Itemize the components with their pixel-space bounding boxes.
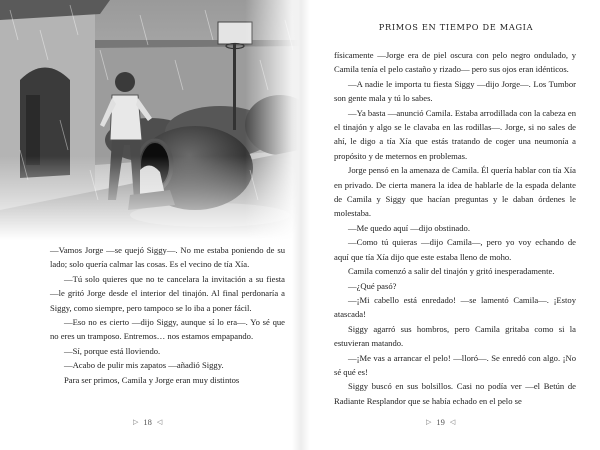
folio-ornament-icon: ▷ <box>133 418 139 426</box>
paragraph: —Eso no es cierto —dijo Siggy, aunque sí lo era—. Yo sé que no eres un tramposo. Entremos… nos estamos empapando. <box>50 317 285 342</box>
paragraph: físicamente —Jorge era de piel oscura con pelo negro ondulado, y Camila tenía el pelo castaño y rizado— pero sus ojos eran idénticos. <box>334 50 576 75</box>
paragraph: —¡Mi cabello está enredado! —se lamentó Camila—. ¡Estoy atascada! <box>334 294 576 320</box>
left-page-text <box>50 243 285 387</box>
paragraph: —Acabo de pulir mis zapatos —añadió Siggy. <box>64 360 224 371</box>
paragraph: Siggy buscó en sus bolsillos. Casi no podía ver —el Betún de Radiante Resplandor que se había echado en el pelo se <box>334 381 576 406</box>
folio-ornament-icon: ◁ <box>449 418 456 426</box>
rain-scene-illustration <box>0 0 299 240</box>
folio-ornament-icon: ▷ <box>426 418 432 426</box>
left-page <box>0 0 299 450</box>
paragraph: —Tú solo quieres que no te cancelara la invitación a su fiesta —le gritó Jorge desde el interior del tinajón. Al final perdonaría a Siggy, como siempre, pero tampoco se lo iba a poner fácil. <box>50 273 285 313</box>
page-number: 19 <box>436 417 445 427</box>
paragraph: —Ya basta —anunció Camila. Estaba arrodillada con la cabeza en el tinajón y algo se le clavaba en las rodillas—. Jorge, si no sales de ahí, le digo a tía Xía que estás tratando de coger una neumonía a propósito y de meternos en problemas. <box>334 107 576 161</box>
folio-ornament-icon: ◁ <box>156 418 163 426</box>
page-number: 18 <box>143 417 152 427</box>
right-page-text <box>334 48 576 408</box>
paragraph: —Sí, porque está lloviendo. <box>64 345 161 356</box>
paragraph: —Vamos Jorge —se quejó Siggy—. No me estaba poniendo de su lado; solo quería calmar las cosas. Es el vecino de tía Xía. <box>50 245 285 270</box>
page-number-left <box>133 417 162 427</box>
paragraph: —¡Me vas a arrancar el pelo! —lloró—. Se enredó con algo. ¡No sé qué es! <box>334 352 576 377</box>
right-page <box>301 0 600 450</box>
paragraph: Camila comenzó a salir del tinajón y gritó inesperadamente. <box>348 266 555 277</box>
running-head: PRIMOS EN TIEMPO DE MAGIA <box>378 22 534 32</box>
paragraph: —¿Qué pasó? <box>348 280 397 291</box>
page-number-right <box>426 417 455 427</box>
paragraph: —Me quedo aquí —dijo obstinado. <box>348 222 470 233</box>
paragraph: Para ser primos, Camila y Jorge eran muy distintos <box>64 374 240 385</box>
paragraph: —A nadie le importa tu fiesta Siggy —dijo Jorge—. Los Tumbor son gente mala y tú lo sabes. <box>334 78 576 104</box>
paragraph: Jorge pensó en la amenaza de Camila. Él quería hablar con tía Xía en privado. De cierta manera la idea de hablarle de la espada delante de Camila y Siggy que hacían preguntas y le daban órdenes le molestaba. <box>334 165 576 219</box>
paragraph: —Como tú quieras —dijo Camila—, pero yo voy echando de aquí que tía Xía dijo que este estaba lleno de moho. <box>334 237 576 262</box>
paragraph: Siggy agarró sus hombros, pero Camila gritaba como si la estuvieran matando. <box>334 323 576 349</box>
